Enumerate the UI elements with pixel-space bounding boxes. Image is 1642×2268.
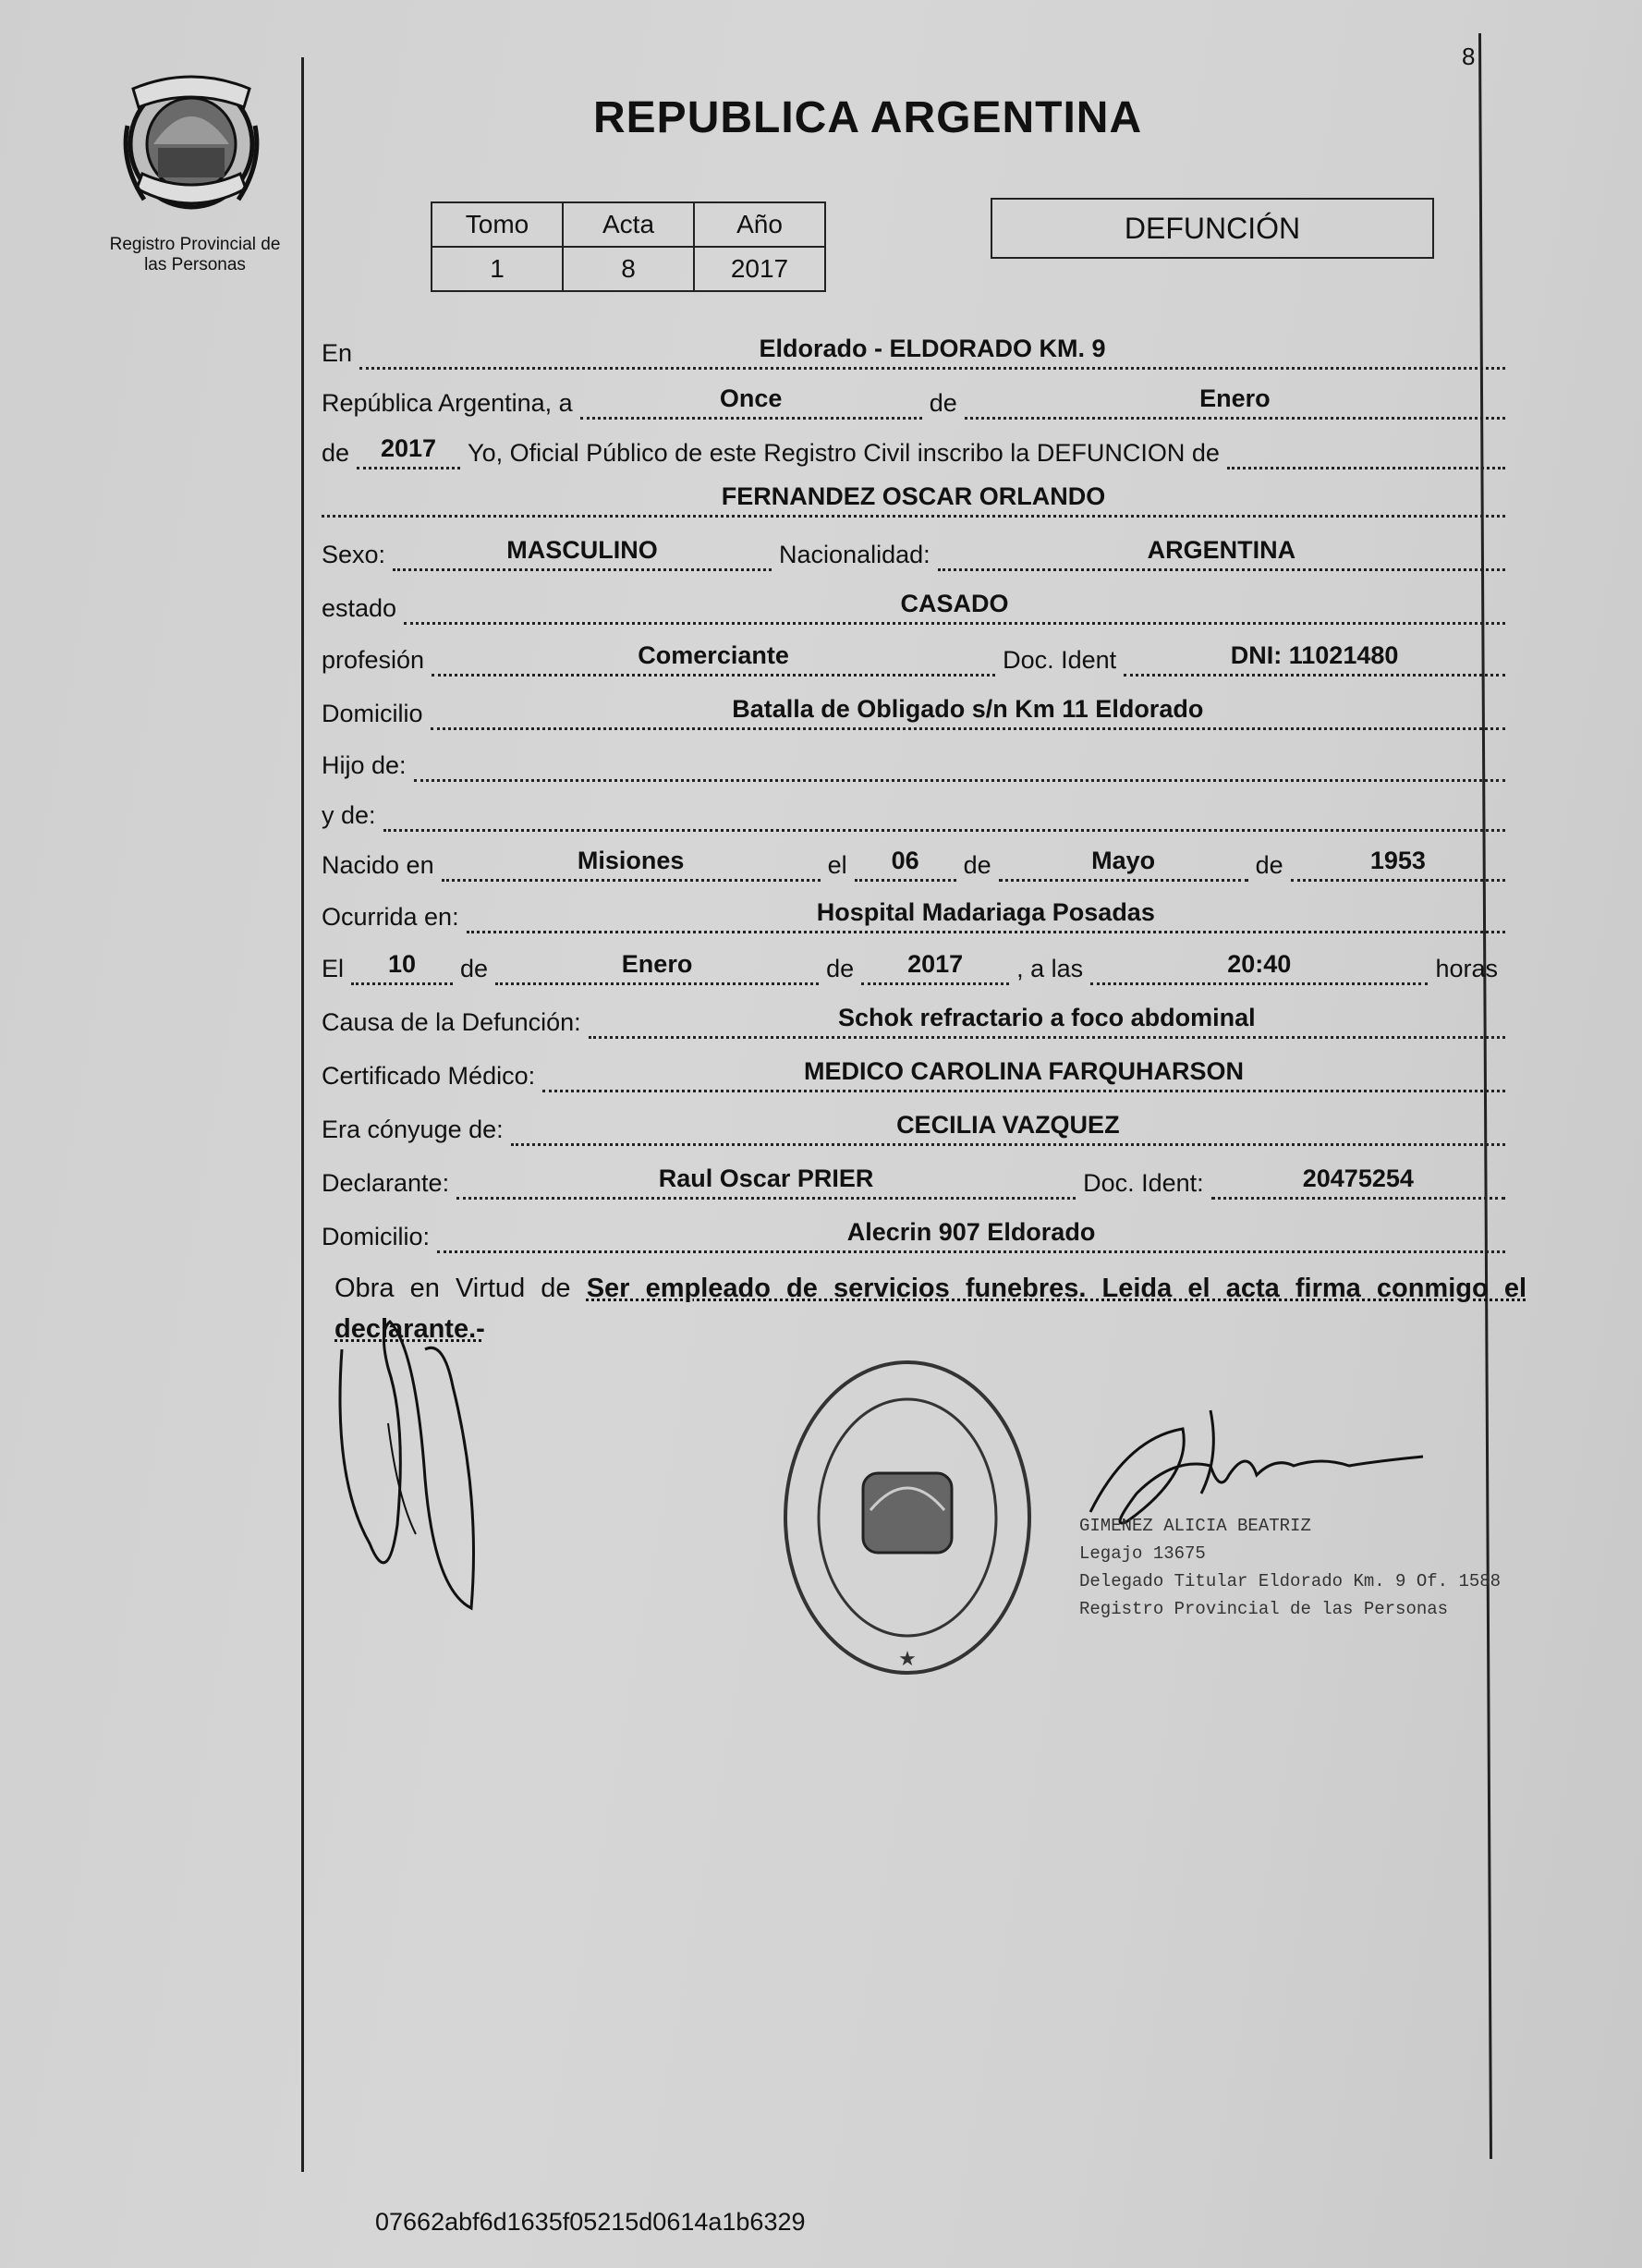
record-number-table <box>431 201 826 292</box>
ocurrida-label: Ocurrida en: <box>322 903 459 931</box>
causa-value: Schok refractario a foco abdominal <box>589 1004 1505 1039</box>
de-death-year-label: de <box>826 955 855 982</box>
nacido-label: Nacido en <box>322 851 434 879</box>
row-estado <box>322 588 1505 625</box>
table-header-tomo: Tomo <box>432 202 563 247</box>
nacionalidad-label: Nacionalidad: <box>779 541 930 568</box>
en-label: En <box>322 339 353 367</box>
row-ocurrida <box>322 896 1505 933</box>
birth-month: Mayo <box>999 847 1248 882</box>
profesion-label: profesión <box>322 646 425 674</box>
causa-label: Causa de la Defunción: <box>322 1008 581 1036</box>
certificado-label: Certificado Médico: <box>322 1062 536 1090</box>
domicilio-label: Domicilio <box>322 700 423 727</box>
left-margin-line <box>301 57 304 2172</box>
doc-ident-value: DNI: 11021480 <box>1124 641 1505 677</box>
El-label: El <box>322 955 345 982</box>
republica-label: República Argentina, a <box>322 389 573 417</box>
de-label: de <box>929 389 957 417</box>
signer-name: GIMENEZ ALICIA BEATRIZ <box>1079 1516 1311 1536</box>
table-header-ano: Año <box>694 202 825 247</box>
row-profesion <box>322 640 1505 677</box>
row-domicilio <box>322 693 1505 730</box>
de-birth-month-label: de <box>963 851 991 879</box>
doc-ident-label: Doc. Ident <box>1003 646 1117 674</box>
year-value: 2017 <box>357 434 460 469</box>
declarante-domicilio-label: Domicilio: <box>322 1223 431 1250</box>
horas-label: horas <box>1435 955 1498 982</box>
row-declarante <box>322 1163 1505 1200</box>
row-y-de <box>322 795 1505 832</box>
country-title: REPUBLICA ARGENTINA <box>593 93 1143 142</box>
ocurrida-value: Hospital Madariaga Posadas <box>467 898 1505 933</box>
birth-year: 1953 <box>1291 847 1505 882</box>
obra-value: Ser empleado de servicios funebres. Leida el acta firma conmigo el declarante.- <box>334 1274 1527 1344</box>
row-date <box>322 383 1505 420</box>
row-name <box>322 481 1505 518</box>
el-label: el <box>827 851 847 879</box>
profesion-value: Comerciante <box>432 641 995 677</box>
conyuge-label: Era cónyuge de: <box>322 1116 504 1143</box>
registry-name-line1: Registro Provincial de <box>109 235 281 254</box>
hijo-label: Hijo de: <box>322 751 407 779</box>
row-hijo <box>322 745 1505 782</box>
table-value-ano: 2017 <box>694 247 825 291</box>
day-value: Once <box>580 384 922 420</box>
a-las-label: , a las <box>1016 955 1084 982</box>
nacionalidad-value: ARGENTINA <box>938 536 1505 571</box>
declarante-label: Declarante: <box>322 1169 450 1197</box>
deceased-name: FERNANDEZ OSCAR ORLANDO <box>322 482 1505 518</box>
month-value: Enero <box>965 384 1505 420</box>
declarante-domicilio-value: Alecrin 907 Eldorado <box>437 1218 1505 1253</box>
place-value: Eldorado - ELDORADO KM. 9 <box>359 335 1505 370</box>
signer-block <box>1079 1512 1501 1623</box>
row-sex <box>322 534 1505 571</box>
oficial-text: Yo, Oficial Público de este Registro Civil inscribo la DEFUNCION de <box>468 439 1220 467</box>
page-number: 8 <box>1462 43 1476 70</box>
de-year-label: de <box>322 439 350 467</box>
row-nacido <box>322 845 1505 882</box>
signer-title: Delegado Titular Eldorado Km. 9 Of. 1588 <box>1079 1571 1502 1591</box>
y-de-value <box>383 825 1505 832</box>
de-birth-year-label: de <box>1255 851 1283 879</box>
row-causa <box>322 1002 1505 1039</box>
declarante-value: Raul Oscar PRIER <box>456 1164 1076 1200</box>
record-type-box: DEFUNCIÓN <box>991 198 1434 259</box>
svg-text:★: ★ <box>898 1647 917 1670</box>
estado-label: estado <box>322 594 397 622</box>
death-month: Enero <box>495 950 819 985</box>
table-value-tomo: 1 <box>432 247 563 291</box>
sexo-value: MASCULINO <box>393 536 772 571</box>
nacido-value: Misiones <box>442 847 821 882</box>
registry-name-line2: las Personas <box>144 255 246 274</box>
row-year <box>322 433 1505 469</box>
row-declarante-domicilio <box>322 1216 1505 1253</box>
obra-label: Obra en Virtud de <box>334 1274 571 1303</box>
obra-paragraph <box>334 1268 1526 1349</box>
row-death-date <box>322 948 1505 985</box>
signer-registry: Registro Provincial de las Personas <box>1079 1599 1449 1619</box>
declarante-doc-label: Doc. Ident: <box>1083 1169 1204 1197</box>
row-certificado <box>322 1055 1505 1092</box>
hijo-value <box>414 775 1505 782</box>
sexo-label: Sexo: <box>322 541 386 568</box>
de-death-month-label: de <box>460 955 489 982</box>
table-value-acta: 8 <box>563 247 694 291</box>
signer-legajo: Legajo 13675 <box>1079 1543 1206 1564</box>
death-time: 20:40 <box>1090 950 1428 985</box>
conyuge-value: CECILIA VAZQUEZ <box>511 1111 1505 1146</box>
birth-day: 06 <box>855 847 956 882</box>
death-year: 2017 <box>861 950 1009 985</box>
registry-stamp <box>778 1355 1037 1680</box>
table-header-acta: Acta <box>563 202 694 247</box>
certificado-value: MEDICO CAROLINA FARQUHARSON <box>542 1057 1505 1092</box>
declarant-signature <box>333 1312 490 1617</box>
domicilio-value: Batalla de Obligado s/n Km 11 Eldorado <box>431 695 1505 730</box>
death-day: 10 <box>351 950 453 985</box>
registry-name <box>89 235 301 275</box>
row-conyuge <box>322 1109 1505 1146</box>
blank-fill <box>1227 463 1505 469</box>
y-de-label: y de: <box>322 801 376 829</box>
province-seal-logo <box>116 70 266 218</box>
document-hash: 07662abf6d1635f05215d0614a1b6329 <box>375 2208 806 2236</box>
declarante-doc-value: 20475254 <box>1211 1164 1505 1200</box>
estado-value: CASADO <box>404 590 1505 625</box>
row-place <box>322 333 1505 370</box>
